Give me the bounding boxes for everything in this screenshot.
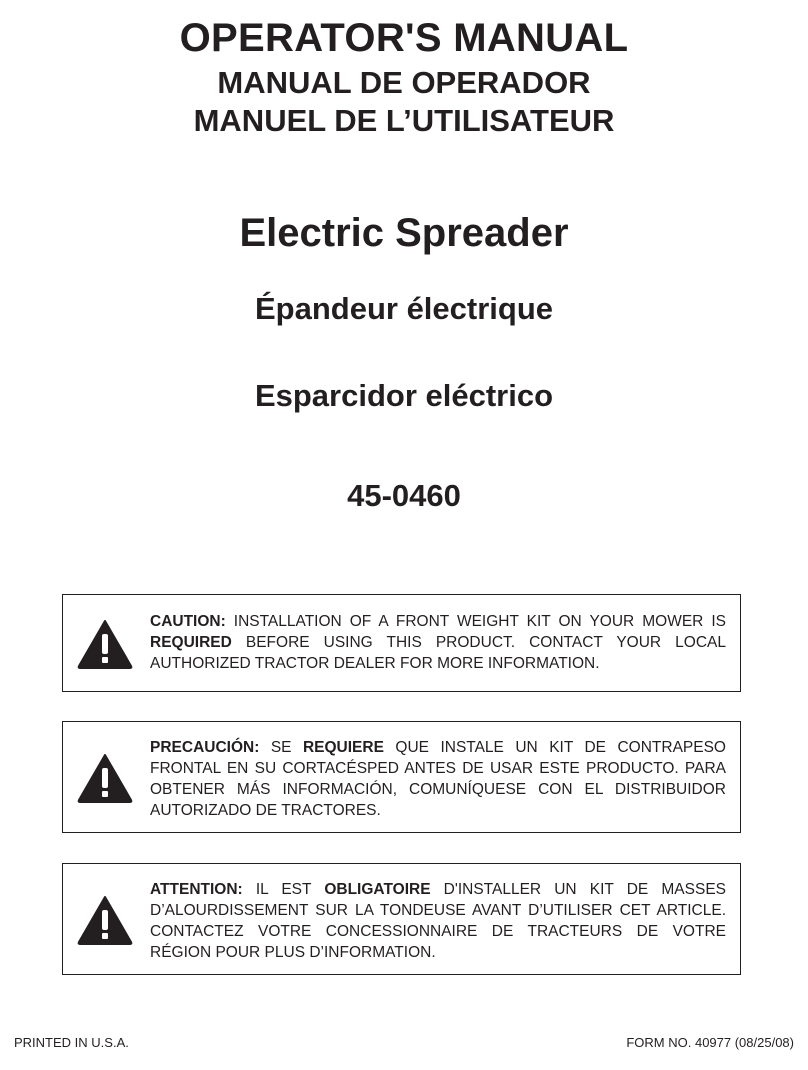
form-number: FORM NO. 40977 (08/25/08) [626,1035,794,1050]
product-name-french: Épandeur électrique [254,291,554,326]
title-english: OPERATOR'S MANUAL [179,16,629,60]
notice-text-pre: SE [259,739,303,756]
notice-text [150,737,726,821]
notice-lead: PRECAUCIÓN: [150,739,260,756]
notice-text-post: QUE INSTALE UN KIT DE CONTRAPESO FRONTAL EN SU CORTACÉSPED ANTES DE USAR ESTE PRODUCTO. PARA OBTENER MÁS INFORMACIÓN, COMUNÍQUESE CON EL DISTRIBUIDOR AUTORIZADO DE TRACTORES. [150,739,726,819]
caution-notice-english [62,594,741,692]
manual-title-block [0,14,808,139]
notice-lead: CAUTION: [150,613,226,630]
title-french: MANUEL DE L’UTILISATEUR [193,103,615,138]
product-name-english: Electric Spreader [239,211,569,255]
notice-text [150,611,726,674]
notice-text-pre: IL EST [242,881,325,898]
notice-lead: ATTENTION: [150,881,243,898]
notice-text-post: BEFORE USING THIS PRODUCT. CONTACT YOUR LOCAL AUTHORIZED TRACTOR DEALER FOR MORE INFORMATION. [150,634,726,672]
notice-text-pre: INSTALLATION OF A FRONT WEIGHT KIT ON YOUR MOWER IS [225,613,726,630]
model-number: 45-0460 [347,478,461,513]
printed-in-label: PRINTED IN U.S.A. [14,1035,129,1050]
notice-emphasis: OBLIGATOIRE [324,881,431,898]
warning-triangle-icon [76,618,134,670]
caution-notice-spanish [62,721,741,833]
notice-emphasis: REQUIRED [150,634,232,651]
title-spanish: MANUAL DE OPERADOR [217,65,591,100]
warning-triangle-icon [76,752,134,804]
notice-text [150,879,726,963]
notice-text-post: D'INSTALLER UN KIT DE MASSES D’ALOURDISSEMENT SUR LA TONDEUSE AVANT D’UTILISER CET ARTICLE. CONTACTEZ VOTRE CONCESSIONNAIRE DE TRACTEURS DE VOTRE RÉGION POUR PLUS D’INFORMATION. [150,881,726,961]
caution-notice-french [62,863,741,975]
warning-triangle-icon [76,894,134,946]
notice-emphasis: REQUIERE [302,739,384,756]
product-name-spanish: Esparcidor eléctrico [254,378,554,413]
